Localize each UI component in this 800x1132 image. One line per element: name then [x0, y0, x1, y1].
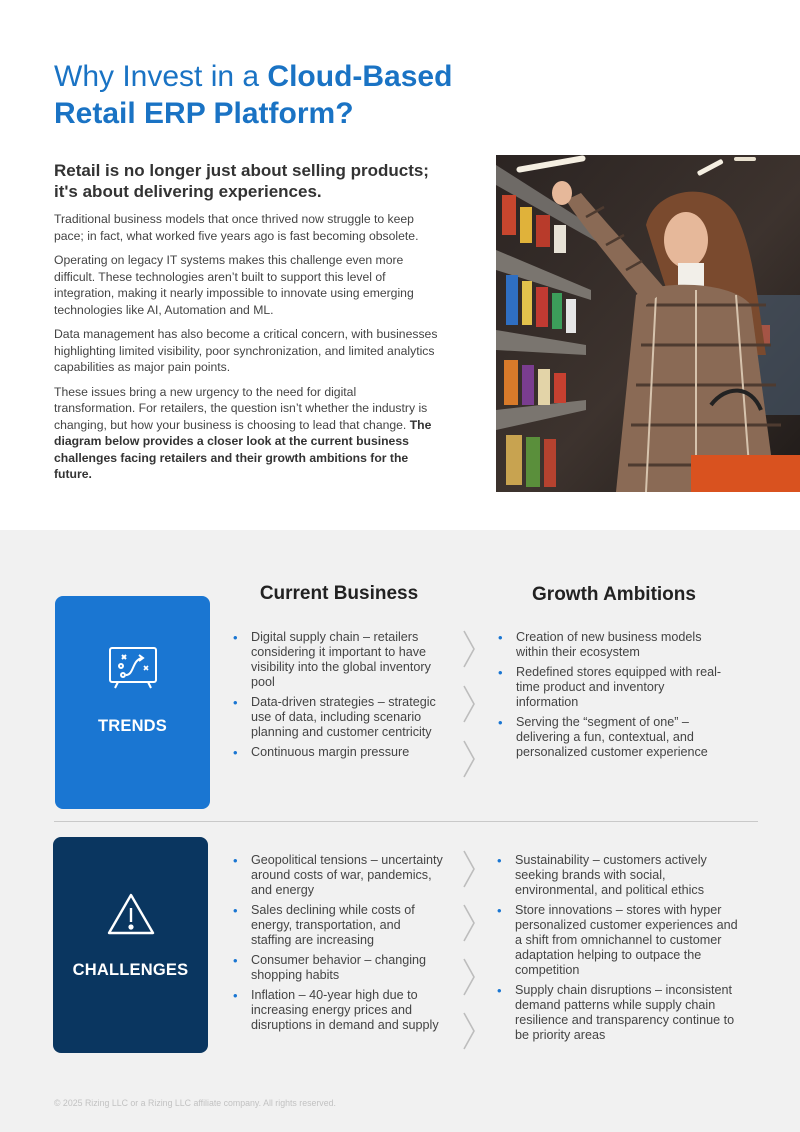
list-item: • Data-driven strategies – strategic use of data, including scenario planning and customer centricity	[233, 695, 443, 740]
chevron-right-icon	[462, 630, 476, 668]
footer-copyright: © 2025 Rizing LLC or a Rizing LLC affiliate company. All rights reserved.	[54, 1098, 336, 1108]
shopper-photo	[496, 155, 800, 492]
list-item: • Creation of new business models within their ecosystem	[498, 630, 728, 660]
page-title	[54, 58, 514, 132]
chevron-right-icon	[462, 904, 476, 942]
warning-icon	[106, 892, 156, 941]
title-light: Why Invest in a	[54, 60, 268, 93]
intro-paragraph-4-bold: The diagram below provides a closer look at the current business challenges facing retailers and their growth ambitions for the future.	[54, 417, 432, 481]
challenges-current-list	[233, 853, 443, 1038]
trends-label: TRENDS	[97, 717, 168, 735]
intro-body	[54, 211, 439, 491]
list-item: • Geopolitical tensions – uncertainty around costs of war, pandemics, and energy	[233, 853, 443, 898]
list-item: • Sales declining while costs of energy, transportation, and staffing are increasing	[233, 903, 443, 948]
intro-paragraph-4	[54, 384, 439, 483]
list-item: • Digital supply chain – retailers considering it important to have visibility into the global inventory pool	[233, 630, 443, 690]
chevron-right-icon	[462, 958, 476, 996]
title-bold-1: Cloud-Based	[267, 60, 453, 93]
chevron-right-icon	[462, 850, 476, 888]
list-item: • Supply chain disruptions – inconsistent demand patterns while supply chain resilience and transparency continue to be priority areas	[497, 983, 747, 1043]
chevron-right-icon	[462, 740, 476, 778]
column-header-current-business: Current Business	[259, 583, 419, 604]
list-item: • Sustainability – customers actively seeking brands with social, environmental, and political ethics	[497, 853, 747, 898]
section-divider	[54, 821, 758, 822]
strategy-board-icon	[108, 646, 158, 695]
challenges-growth-list	[497, 853, 747, 1048]
list-item: • Redefined stores equipped with real-time product and inventory information	[498, 665, 728, 710]
column-header-growth-ambitions: Growth Ambitions	[532, 584, 696, 605]
title-bold-2: Retail ERP Platform?	[54, 97, 354, 130]
intro-paragraph-1: Traditional business models that once thrived now struggle to keep pace; in fact, what worked five years ago is fast becoming obsolete.	[54, 212, 419, 243]
list-item: • Continuous margin pressure	[233, 745, 443, 760]
intro-paragraph-4-regular: These issues bring a new urgency to the need for digital transformation. For retailers, the question isn’t whether the industry is changing, but how your business is choosing to lead that change.	[54, 384, 428, 432]
intro-lead: Retail is no longer just about selling products; it's about delivering experiences.	[54, 161, 429, 201]
challenges-label: CHALLENGES	[72, 961, 189, 979]
list-item: • Store innovations – stores with hyper personalized customer experiences and a shift from omnichannel to customer adaptation helping to outpace the competition	[497, 903, 747, 978]
trends-growth-list	[498, 630, 728, 765]
list-item: • Consumer behavior – changing shopping habits	[233, 953, 443, 983]
intro-paragraph-3: Data management has also become a critical concern, with businesses highlighting limited visibility, poor synchronization, and limited analytics capabilities as major pain points.	[54, 327, 438, 374]
intro-paragraph-2: Operating on legacy IT systems makes this challenge even more difficult. These technologies aren’t built to support this level of integration, making it nearly impossible to innovate using emerging technologies like AI, Automation and ML.	[54, 253, 414, 317]
trends-current-list	[233, 630, 443, 765]
list-item: • Inflation – 40-year high due to increasing energy prices and disruptions in demand and supply	[233, 988, 443, 1033]
chevron-right-icon	[462, 1012, 476, 1050]
trends-card	[55, 596, 210, 809]
chevron-right-icon	[462, 685, 476, 723]
list-item: • Serving the “segment of one” – delivering a fun, contextual, and personalized customer experience	[498, 715, 728, 760]
challenges-card	[53, 837, 208, 1053]
